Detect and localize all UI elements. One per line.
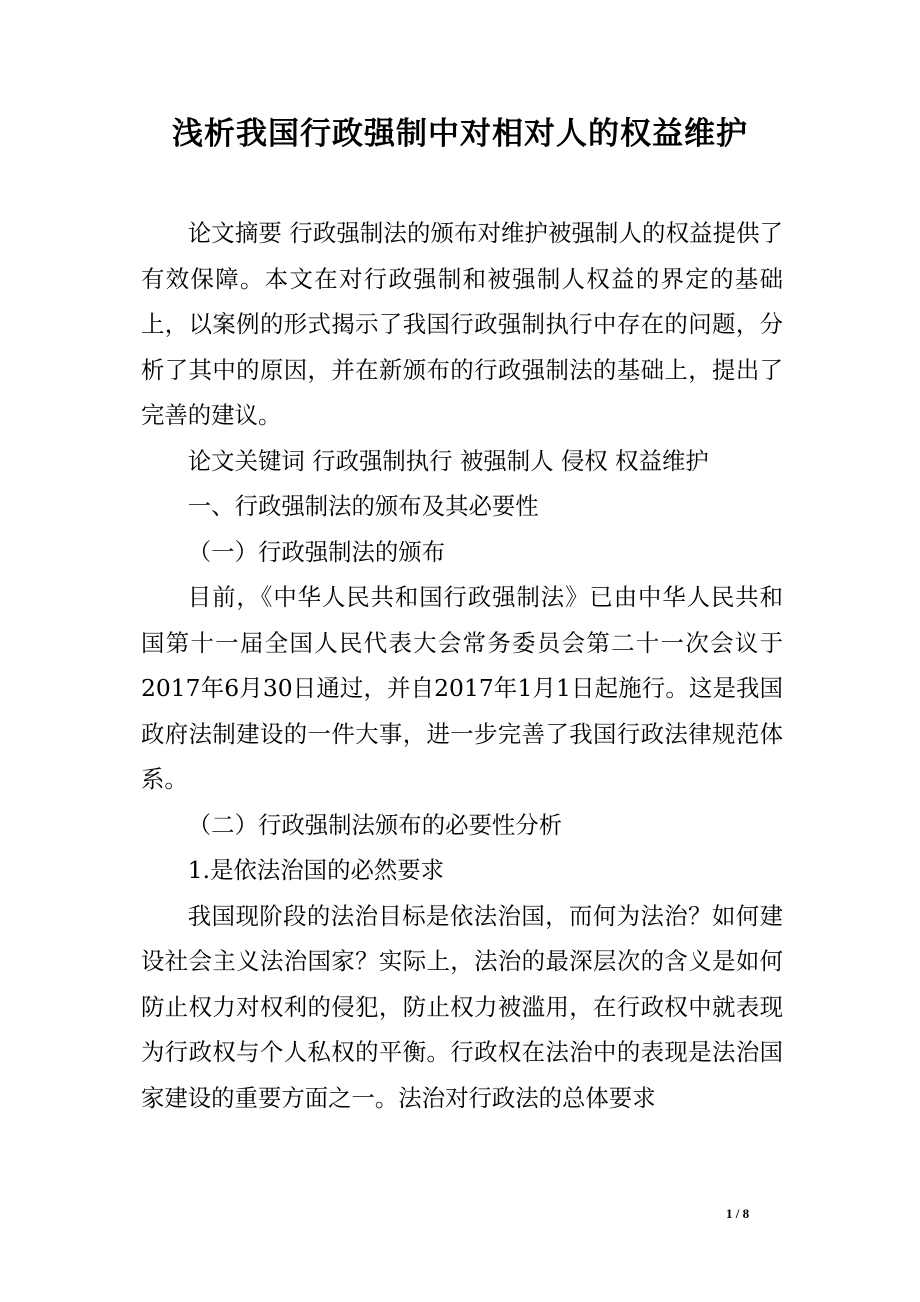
page-number: 1 / 8 xyxy=(726,1206,750,1221)
subsection-heading: （一）行政强制法的颁布 xyxy=(187,537,446,566)
subsection-heading: （二）行政强制法颁布的必要性分析 xyxy=(187,810,563,839)
section-heading: 一、行政强制法的颁布及其必要性 xyxy=(187,492,539,520)
document-title: 浅析我国行政强制中对相对人的权益维护 xyxy=(172,116,748,152)
point-heading: 1.是依法治国的必然要求 xyxy=(187,856,445,884)
keywords-paragraph: 论文关键词 行政强制执行 被强制人 侵权 权益维护 xyxy=(187,446,709,475)
document-body xyxy=(141,211,783,1121)
body-paragraph: 目前，《中华人民共和国行政强制法》已由中华人民共和国第十一届全国人民代表大会常务委员会第二十一次会议于2017年6月30日通过，并自2017年1月1日起施行。这是我国政府法制建设的一件大事，进一步完善了我国行政法律规范体系。 xyxy=(141,583,783,793)
body-paragraph: 我国现阶段的法治目标是依法治国，而何为法治？如何建设社会主义法治国家？实际上，法治的最深层次的含义是如何防止权力对权利的侵犯，防止权力被滥用，在行政权中就表现为行政权与个人私权的平衡。行政权在法治中的表现是法治国家建设的重要方面之一。法治对行政法的总体要求 xyxy=(141,901,783,1112)
abstract-paragraph: 论文摘要 行政强制法的颁布对维护被强制人的权益提供了有效保障。本文在对行政强制和被强制人权益的界定的基础上，以案例的形式揭示了我国行政强制执行中存在的问题，分析了其中的原因，并在新颁布的行政强制法的基础上，提出了完善的建议。 xyxy=(141,219,783,429)
